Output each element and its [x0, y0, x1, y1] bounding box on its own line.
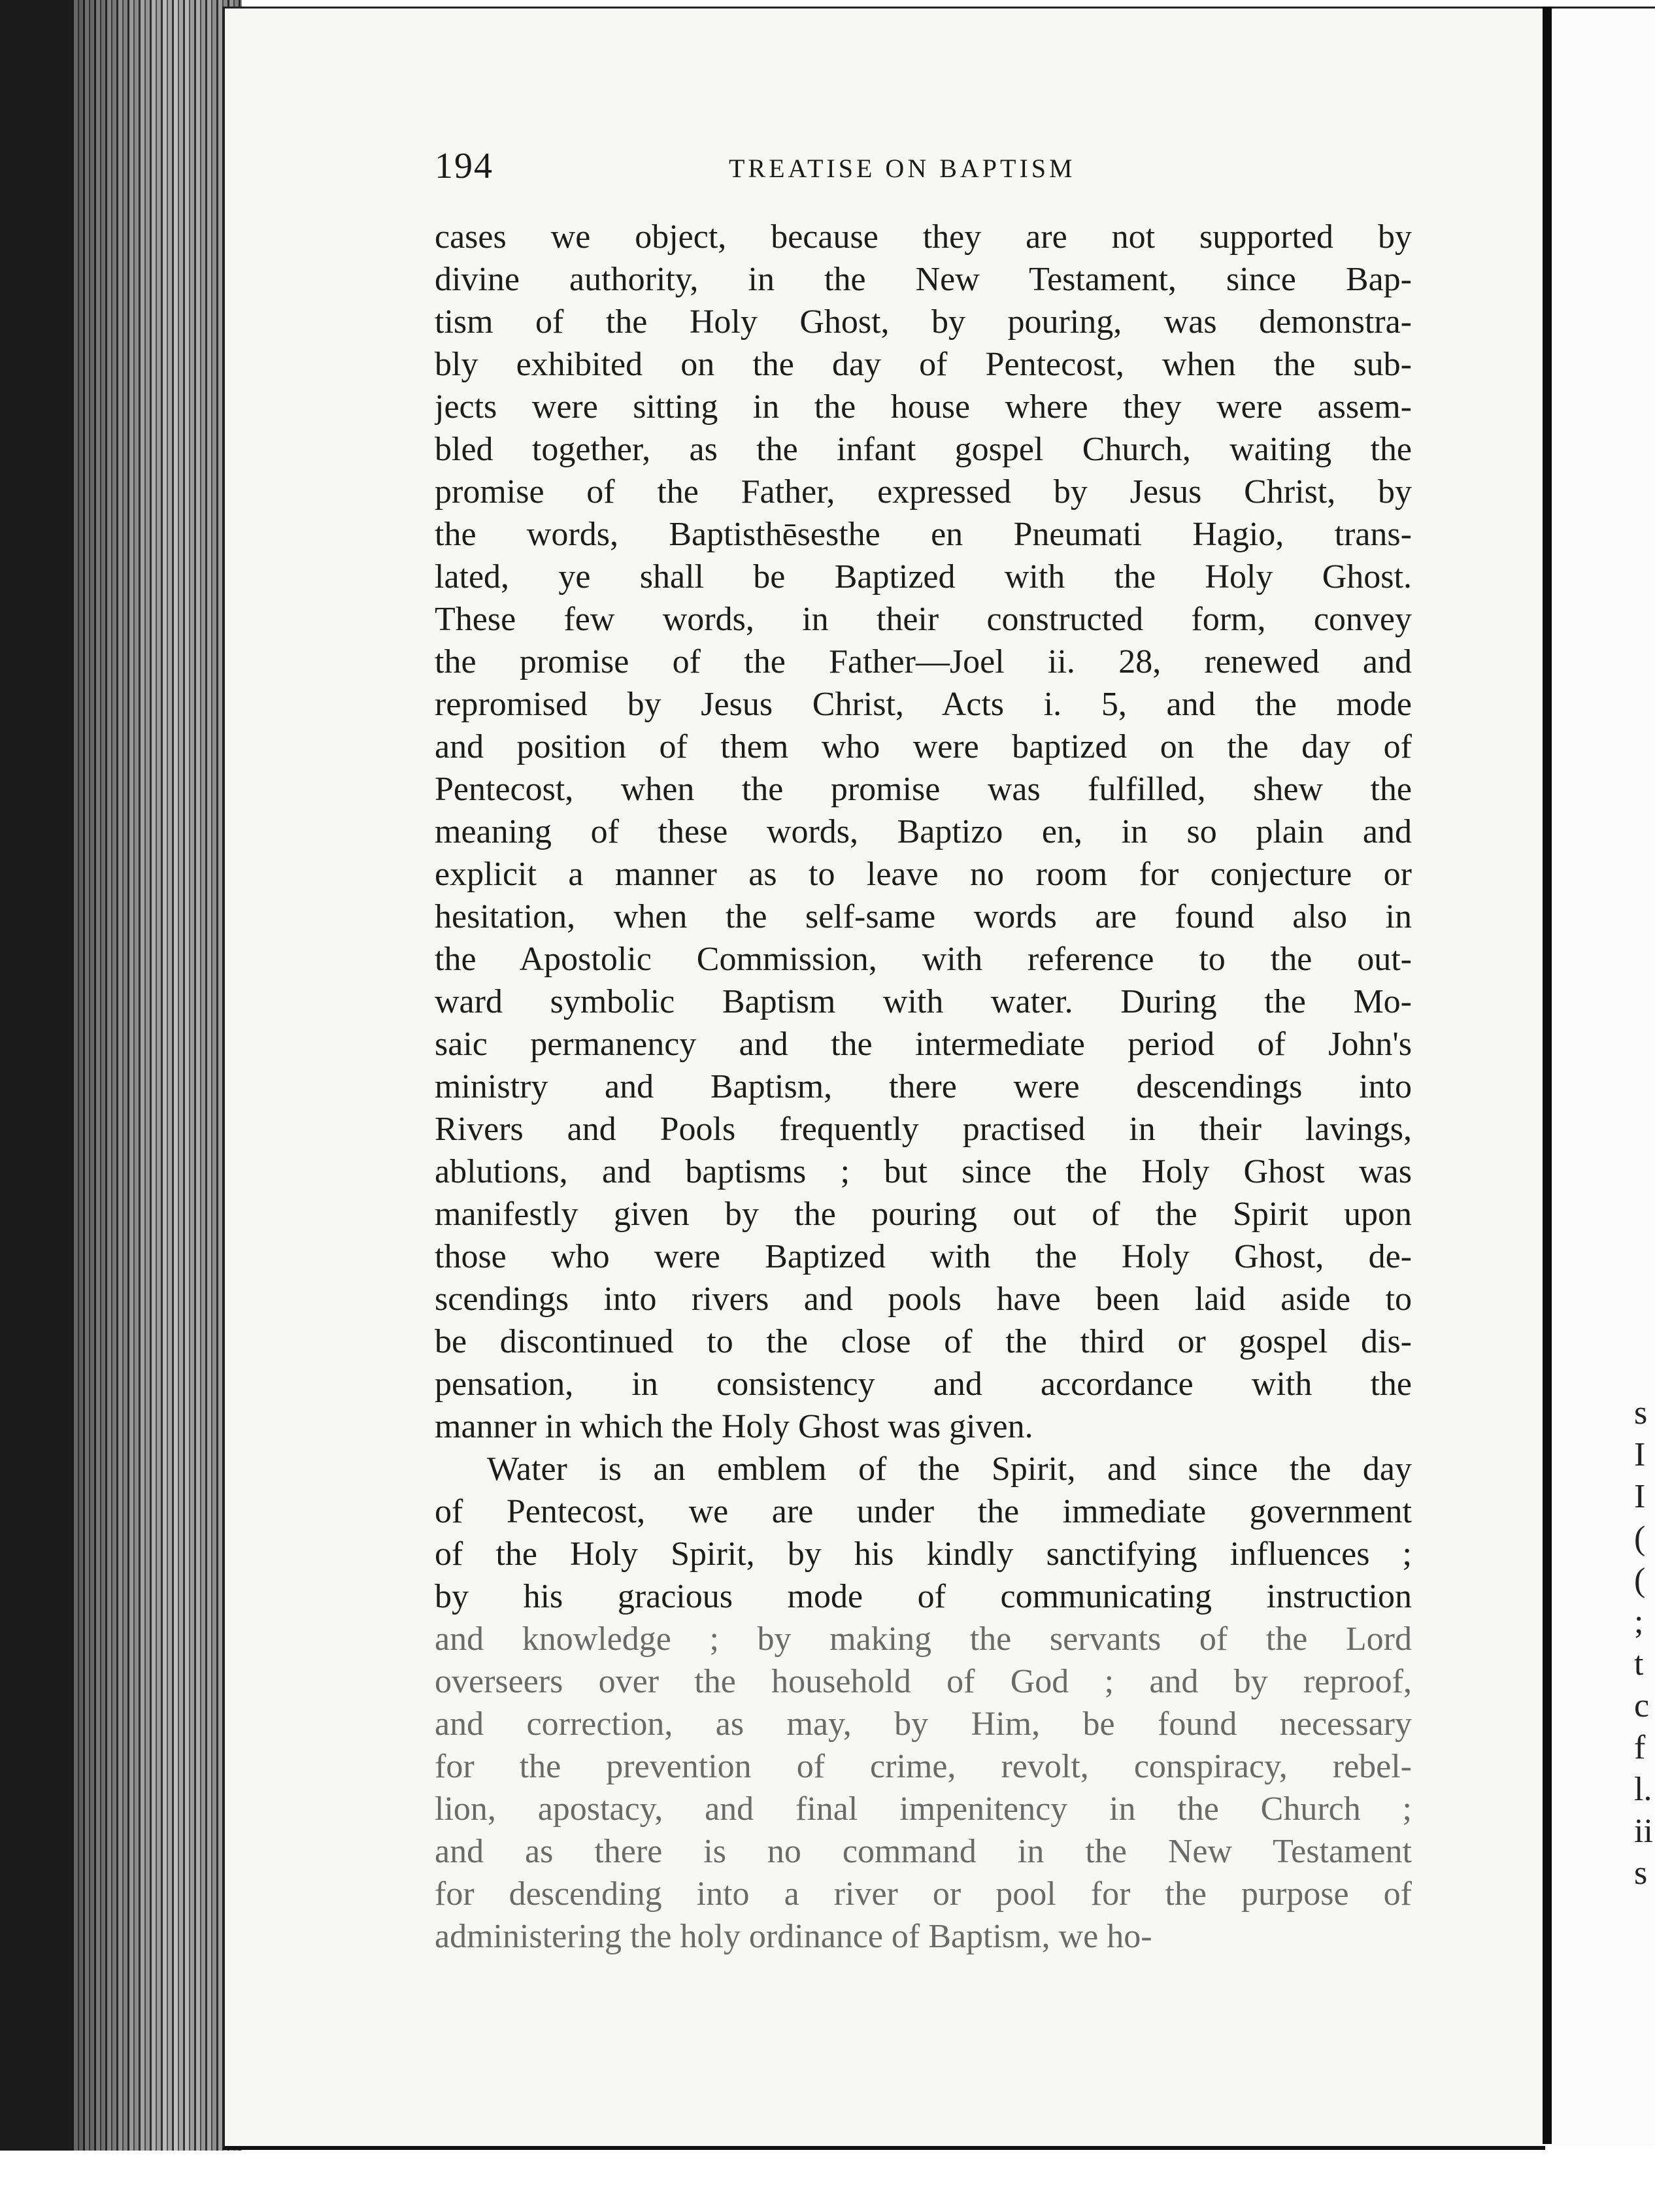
adjacent-page-fragment: I: [1634, 1478, 1646, 1515]
text-line: overseers over the household of God ; and by reproof,: [435, 1663, 1412, 1700]
text-line: scendings into rivers and pools have been laid aside to: [435, 1281, 1412, 1318]
text-line: administering the holy ordinance of Baptism, we ho-: [435, 1918, 1152, 1955]
paragraph-1: [435, 216, 1412, 1448]
adjacent-page-fragment: c: [1634, 1687, 1650, 1724]
adjacent-page-fragment: ii: [1634, 1813, 1653, 1850]
adjacent-page-fragment: (: [1634, 1562, 1646, 1599]
text-line: explicit a manner as to leave no room for conjecture or: [435, 856, 1412, 893]
text-line: of the Holy Spirit, by his kindly sanctifying influences ;: [435, 1535, 1412, 1573]
text-line: ablutions, and baptisms ; but since the Holy Ghost was: [435, 1153, 1412, 1190]
page-edges-shade: [72, 0, 242, 2157]
text-line: hesitation, when the self-same words are found also in: [435, 898, 1412, 935]
text-line: ward symbolic Baptism with water. During the Mo-: [435, 983, 1412, 1020]
adjacent-page-fragment: f: [1634, 1729, 1646, 1766]
text-line: and correction, as may, by Him, be found necessary: [435, 1705, 1412, 1743]
text-line: repromised by Jesus Christ, Acts i. 5, and the mode: [435, 686, 1412, 723]
paragraph-2: [435, 1448, 1412, 1958]
text-line: for the prevention of crime, revolt, conspiracy, rebel-: [435, 1748, 1412, 1785]
text-line: promise of the Father, expressed by Jesus Christ, by: [435, 473, 1412, 511]
text-line: manner in which the Holy Ghost was given.: [435, 1408, 1033, 1445]
text-line: lated, ye shall be Baptized with the Holy Ghost.: [435, 558, 1412, 595]
text-line: the promise of the Father—Joel ii. 28, renewed and: [435, 643, 1412, 680]
text-line: Rivers and Pools frequently practised in their lavings,: [435, 1111, 1412, 1148]
text-line: These few words, in their constructed form, convey: [435, 601, 1412, 638]
text-line: the words, Baptisthēsesthe en Pneumati Hagio, trans-: [435, 516, 1412, 553]
text-line: and knowledge ; by making the servants of the Lord: [435, 1620, 1412, 1658]
text-line: for descending into a river or pool for the purpose of: [435, 1875, 1412, 1913]
text-line: meaning of these words, Baptizo en, in so plain and: [435, 813, 1412, 850]
adjacent-page-fragment: (: [1634, 1520, 1646, 1557]
text-line: bled together, as the infant gospel Church, waiting the: [435, 431, 1412, 468]
adjacent-page-fragment: ;: [1634, 1603, 1644, 1641]
text-line: Pentecost, when the promise was fulfilled, shew the: [435, 771, 1412, 808]
text-line: by his gracious mode of communicating instruction: [435, 1578, 1412, 1615]
text-line: and position of them who were baptized on the day of: [435, 728, 1412, 765]
text-line: Water is an emblem of the Spirit, and since the day: [487, 1450, 1412, 1488]
text-line: tism of the Holy Ghost, by pouring, was demonstra-: [435, 303, 1412, 341]
text-line: cases we object, because they are not supported by: [435, 218, 1412, 256]
text-line: ministry and Baptism, there were descendings into: [435, 1068, 1412, 1105]
text-line: and as there is no command in the New Testament: [435, 1833, 1412, 1870]
text-line: lion, apostacy, and final impenitency in the Church ;: [435, 1790, 1412, 1828]
text-line: saic permanency and the intermediate period of John's: [435, 1026, 1412, 1063]
book-gutter: [1543, 7, 1552, 2144]
text-line: the Apostolic Commission, with reference to the out-: [435, 941, 1412, 978]
adjacent-page-fragment: l.: [1634, 1771, 1652, 1808]
text-line: of Pentecost, we are under the immediate government: [435, 1493, 1412, 1530]
text-line: pensation, in consistency and accordance with the: [435, 1366, 1412, 1403]
text-line: be discontinued to the close of the third or gospel dis-: [435, 1323, 1412, 1360]
body-text: [435, 216, 1412, 1958]
text-line: bly exhibited on the day of Pentecost, when the sub-: [435, 346, 1412, 383]
running-head: [435, 145, 1422, 197]
text-line: jects were sitting in the house where they were assem-: [435, 388, 1412, 426]
text-line: manifestly given by the pouring out of the Spirit upon: [435, 1196, 1412, 1233]
running-title: TREATISE ON BAPTISM: [729, 154, 1076, 183]
page-number: 194: [435, 146, 493, 186]
adjacent-page-fragment: I: [1634, 1436, 1646, 1473]
adjacent-page-fragment: s: [1634, 1854, 1648, 1892]
text-line: divine authority, in the New Testament, since Bap-: [435, 261, 1412, 298]
adjacent-page-text-fragments: [1634, 1392, 1655, 1894]
adjacent-page-fragment: t: [1634, 1645, 1644, 1683]
adjacent-page-fragment: s: [1634, 1394, 1648, 1432]
text-line: those who were Baptized with the Holy Ghost, de-: [435, 1238, 1412, 1275]
scan-background-bottom: [0, 2151, 1655, 2212]
